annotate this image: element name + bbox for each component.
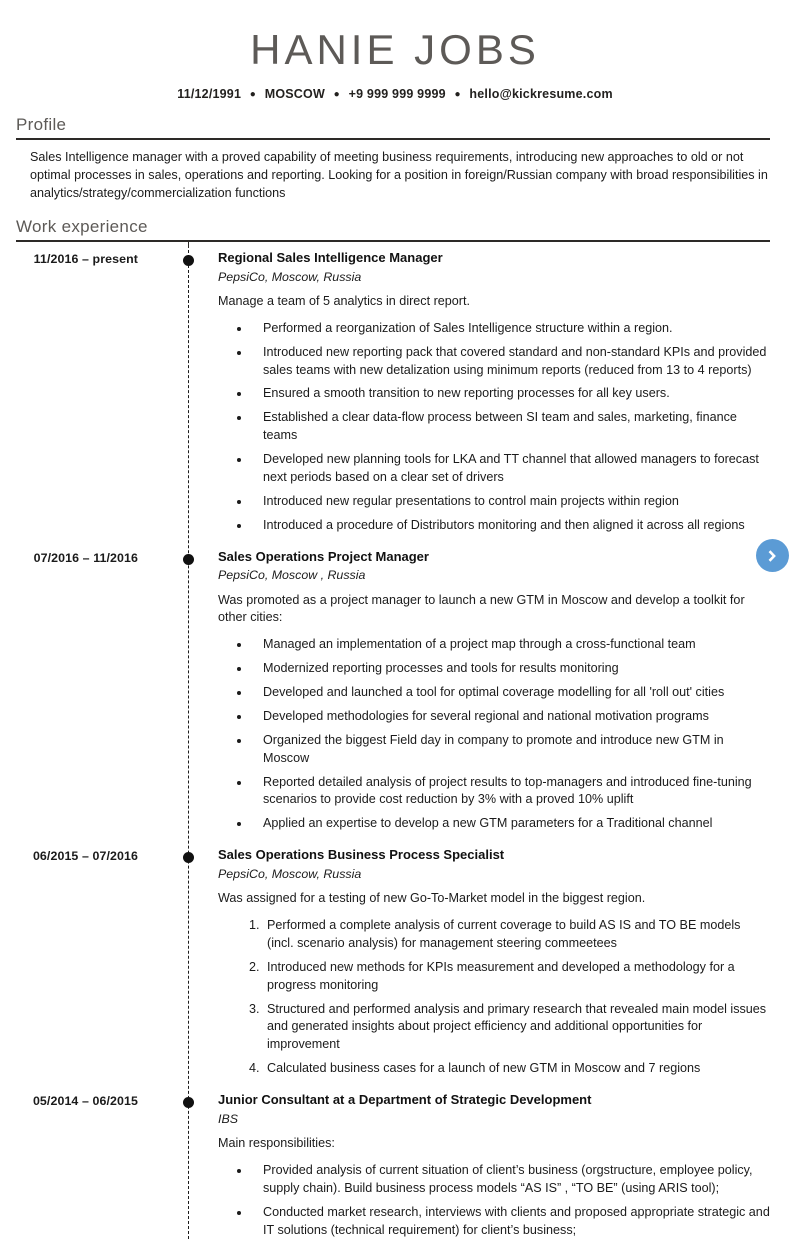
list-item: 1. Performed a complete analysis of current coverage to build AS IS and TO BE models (incl. scenario analysis) for management steering commeetees	[263, 917, 770, 953]
list-item: Introduced a procedure of Distributors monitoring and then aligned it across all regions	[237, 517, 770, 535]
work-experience-entry	[0, 847, 790, 1078]
page-title: HANIE JOBS	[250, 26, 540, 73]
job-content	[218, 549, 770, 834]
job-title: Regional Sales Intelligence Manager	[218, 249, 443, 265]
job-summary: Was promoted as a project manager to launch a new GTM in Moscow and develop a toolkit for other cities:	[218, 592, 745, 625]
work-experience-timeline	[0, 250, 790, 1239]
work-experience-section-title: Work experience	[16, 216, 148, 236]
job-content	[218, 1092, 770, 1239]
list-item: Established a clear data-flow process between SI team and sales, marketing, finance teams	[237, 409, 770, 445]
profile-section-title: Profile	[16, 115, 67, 135]
job-company: PepsiCo, Moscow , Russia	[218, 568, 366, 583]
job-summary: Manage a team of 5 analytics in direct report.	[218, 293, 471, 308]
contact-email: hello@kickresume.com	[469, 87, 613, 102]
job-achievement-list	[237, 1162, 770, 1239]
contact-separator-icon: ●	[249, 89, 257, 101]
list-item: Introduced new regular presentations to control main projects within region	[237, 493, 770, 511]
contact-phone: +9 999 999 9999	[348, 87, 446, 102]
list-item: 3. Structured and performed analysis and primary research that revealed main model issues and generated insights about project efficiency and additional opportunities for improvement	[263, 1001, 770, 1055]
profile-section	[0, 115, 790, 203]
list-item: Performed a reorganization of Sales Intelligence structure within a region.	[237, 320, 770, 338]
chevron-right-icon	[765, 548, 781, 564]
list-item: 2. Introduced new methods for KPIs measurement and developed a methodology for a progress monitoring	[263, 959, 770, 995]
timeline-dot-icon	[183, 255, 194, 266]
timeline-dot-icon	[183, 554, 194, 565]
job-date: 11/2016 – present	[33, 251, 138, 266]
list-item: Developed and launched a tool for optimal coverage modelling for all 'roll out' cities	[237, 684, 770, 702]
profile-section-rule	[16, 138, 770, 140]
job-content	[218, 847, 770, 1078]
list-item: Modernized reporting processes and tools for results monitoring	[237, 660, 770, 678]
job-company: PepsiCo, Moscow, Russia	[218, 867, 362, 882]
work-experience-entry	[0, 1092, 790, 1239]
job-title: Junior Consultant at a Department of Strategic Development	[218, 1092, 592, 1108]
job-title: Sales Operations Business Process Specialist	[218, 847, 505, 863]
job-achievement-list	[237, 320, 770, 535]
job-achievement-list	[237, 636, 770, 833]
job-content	[218, 250, 770, 535]
list-item: Reported detailed analysis of project results to top-managers and introduced fine-tuning scenarios to provide cost reduction by 3% with a proved 10% uplift	[237, 774, 770, 810]
job-company: PepsiCo, Moscow, Russia	[218, 269, 362, 284]
list-item: Developed methodologies for several regional and national motivation programs	[237, 708, 770, 726]
job-title: Sales Operations Project Manager	[218, 548, 429, 564]
list-item: 4. Calculated business cases for a launch of new GTM in Moscow and 7 regions	[263, 1060, 770, 1078]
job-summary: Main responsibilities:	[218, 1136, 335, 1151]
timeline-dot-icon	[183, 852, 194, 863]
contact-city: MOSCOW	[264, 87, 325, 102]
list-item: Introduced new reporting pack that covered standard and non-standard KPIs and provided sales teams with new detalization using minimum reports (reduced from 13 to 4 reports)	[237, 344, 770, 380]
list-item: Developed new planning tools for LKA and TT channel that allowed managers to forecast next periods based on a clear set of drivers	[237, 451, 770, 487]
job-date: 05/2014 – 06/2015	[32, 1094, 138, 1109]
list-item: Ensured a smooth transition to new reporting processes for all key users.	[237, 385, 770, 403]
job-company: IBS	[218, 1111, 238, 1126]
timeline-dot-icon	[183, 1097, 194, 1108]
work-experience-entry	[0, 250, 790, 535]
job-summary: Was assigned for a testing of new Go-To-Market model in the biggest region.	[218, 891, 646, 906]
list-item: Managed an implementation of a project map through a cross-functional team	[237, 636, 770, 654]
job-date: 06/2015 – 07/2016	[32, 849, 138, 864]
contact-separator-icon: ●	[333, 89, 340, 101]
contact-birthdate: 11/12/1991	[177, 87, 242, 102]
timeline-tick-icon	[188, 242, 189, 248]
work-experience-section	[0, 217, 790, 1239]
contact-line	[0, 87, 790, 101]
list-item: Conducted market research, interviews with clients and proposed appropriate strategic and IT solutions (technical requirement) for client’s business;	[237, 1204, 770, 1239]
next-page-button[interactable]	[756, 539, 789, 572]
work-experience-entry	[0, 549, 790, 834]
list-item: Organized the biggest Field day in company to promote and introduce new GTM in Moscow	[237, 732, 770, 768]
list-item: Provided analysis of current situation of client’s business (orgstructure, employee policy, supply chain). Build business process models “AS IS” , “TO BE” (using ARIS tool);	[237, 1162, 770, 1198]
job-date: 07/2016 – 11/2016	[33, 550, 138, 565]
job-achievement-list	[237, 917, 770, 1078]
contact-separator-icon: ●	[454, 89, 461, 101]
work-experience-section-rule	[16, 240, 770, 242]
profile-body-text: Sales Intelligence manager with a proved capability of meeting business requirements, introducing new approaches to old or not optimal processes in sales, operations and reporting. Looking for a position in foreign/Russian company with broad responsibilities in analytics/strategy/commercialization functions	[30, 150, 768, 201]
list-item: Applied an expertise to develop a new GTM parameters for a Traditional channel	[237, 815, 770, 833]
